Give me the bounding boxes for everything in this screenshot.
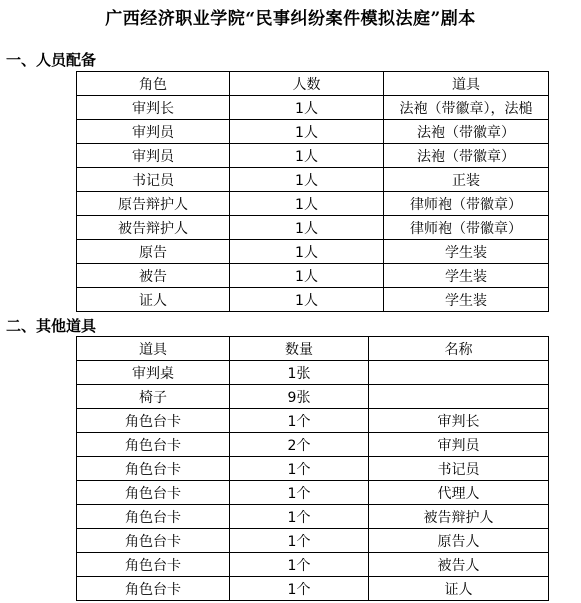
role-cell: 审判长	[77, 96, 230, 120]
count-cell: 1人	[230, 192, 384, 216]
prop-cell: 审判桌	[77, 361, 230, 385]
quantity-cell: 1张	[230, 361, 369, 385]
quantity-cell: 1个	[230, 577, 369, 601]
table-row	[77, 553, 549, 577]
quantity-cell: 9张	[230, 385, 369, 409]
table-row	[77, 481, 549, 505]
personnel-table	[76, 71, 549, 312]
role-cell: 被告辩护人	[77, 216, 230, 240]
table-row	[77, 168, 549, 192]
role-cell: 书记员	[77, 168, 230, 192]
prop-cell: 角色台卡	[77, 481, 230, 505]
prop-cell: 角色台卡	[77, 457, 230, 481]
count-cell: 1人	[230, 144, 384, 168]
role-cell: 审判员	[77, 120, 230, 144]
table-row	[77, 120, 549, 144]
table-row	[77, 577, 549, 601]
document-title: 广西经济职业学院“民事纠纷案件模拟法庭”剧本	[105, 9, 476, 29]
quantity-cell: 1个	[230, 457, 369, 481]
quantity-cell: 2个	[230, 433, 369, 457]
table-header-row	[77, 72, 549, 96]
quantity-cell: 1个	[230, 553, 369, 577]
prop-cell: 角色台卡	[77, 577, 230, 601]
column-header: 道具	[77, 337, 230, 361]
role-cell: 审判员	[77, 144, 230, 168]
count-cell: 1人	[230, 240, 384, 264]
column-header: 道具	[384, 72, 549, 96]
props-cell: 法袍（带徽章），法槌	[384, 96, 549, 120]
count-cell: 1人	[230, 216, 384, 240]
name-cell: 审判员	[369, 433, 549, 457]
column-header: 名称	[369, 337, 549, 361]
quantity-cell: 1个	[230, 481, 369, 505]
table-row	[77, 96, 549, 120]
count-cell: 1人	[230, 96, 384, 120]
table-row	[77, 240, 549, 264]
quantity-cell: 1个	[230, 529, 369, 553]
role-cell: 原告辩护人	[77, 192, 230, 216]
quantity-cell: 1个	[230, 505, 369, 529]
table-row	[77, 433, 549, 457]
column-header: 角色	[77, 72, 230, 96]
section-heading-personnel: 一、人员配备	[6, 51, 97, 69]
name-cell: 被告辩护人	[369, 505, 549, 529]
count-cell: 1人	[230, 288, 384, 312]
count-cell: 1人	[230, 168, 384, 192]
name-cell: 代理人	[369, 481, 549, 505]
table-header-row	[77, 337, 549, 361]
prop-cell: 角色台卡	[77, 529, 230, 553]
table-row	[77, 529, 549, 553]
name-cell: 原告人	[369, 529, 549, 553]
table-row	[77, 385, 549, 409]
column-header: 数量	[230, 337, 369, 361]
table-row	[77, 409, 549, 433]
prop-cell: 角色台卡	[77, 409, 230, 433]
name-cell: 证人	[369, 577, 549, 601]
table-row	[77, 216, 549, 240]
role-cell: 证人	[77, 288, 230, 312]
props-cell: 律师袍（带徽章）	[384, 216, 549, 240]
props-cell: 法袍（带徽章）	[384, 120, 549, 144]
table-row	[77, 192, 549, 216]
prop-cell: 椅子	[77, 385, 230, 409]
table-row	[77, 288, 549, 312]
other-props-table	[76, 336, 549, 601]
prop-cell: 角色台卡	[77, 553, 230, 577]
name-cell: 书记员	[369, 457, 549, 481]
table-row	[77, 457, 549, 481]
props-cell: 学生装	[384, 264, 549, 288]
prop-cell: 角色台卡	[77, 505, 230, 529]
quantity-cell: 1个	[230, 409, 369, 433]
count-cell: 1人	[230, 264, 384, 288]
prop-cell: 角色台卡	[77, 433, 230, 457]
column-header: 人数	[230, 72, 384, 96]
table-row	[77, 361, 549, 385]
name-cell: 审判长	[369, 409, 549, 433]
table-row	[77, 505, 549, 529]
props-cell: 学生装	[384, 240, 549, 264]
table-row	[77, 264, 549, 288]
name-cell: 被告人	[369, 553, 549, 577]
props-cell: 学生装	[384, 288, 549, 312]
props-cell: 法袍（带徽章）	[384, 144, 549, 168]
count-cell: 1人	[230, 120, 384, 144]
table-row	[77, 144, 549, 168]
name-cell	[369, 385, 549, 409]
role-cell: 被告	[77, 264, 230, 288]
name-cell	[369, 361, 549, 385]
section-heading-other-props: 二、其他道具	[6, 317, 97, 335]
props-cell: 律师袍（带徽章）	[384, 192, 549, 216]
role-cell: 原告	[77, 240, 230, 264]
props-cell: 正装	[384, 168, 549, 192]
